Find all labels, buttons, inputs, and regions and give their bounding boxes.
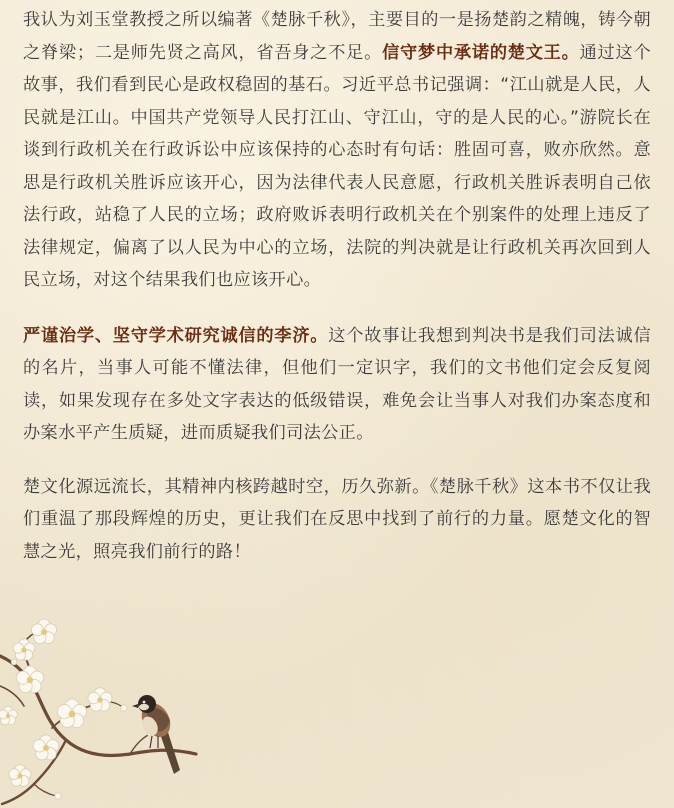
paragraph-2-body: 这个故事让我想到判决书是我们司法诚信的名片，当事人可能不懂法律，但他们一定识字，我们的文书他们定会反复阅读，如果发现存在多处文字表达的低级错误，难免会让当事人对我们办案态度和办案水平产生质疑，进而质疑我们司法公正。 <box>23 325 651 443</box>
article-body <box>23 4 651 591</box>
paragraph-2-heading-li-ji: 严谨治学、坚守学术研究诚信的李济。 <box>23 325 329 346</box>
plum-blossom-bird-icon <box>0 616 230 808</box>
paragraph-1 <box>23 4 651 297</box>
sparrow-icon <box>132 695 180 774</box>
paragraph-1-intro: 我认为刘玉堂教授之所以编著《楚脉千秋》，主要目的一是扬楚韵之精魄，铸今朝之脊梁；二是师先贤之高风，省吾身之不足。 <box>23 10 651 63</box>
paragraph-1-body: 通过这个故事，我们看到民心是政权稳固的基石。习近平总书记强调：“江山就是人民，人民就是江山。中国共产党领导人民打江山、守江山，守的是人民的心。”游院长在谈到行政机关在行政诉讼中应该保持的心态时有句话：胜固可喜，败亦欣然。意思是行政机关胜诉应该开心，因为法律代表人民意愿，行政机关胜诉表明自己依法行政，站稳了人民的立场；政府败诉表明行政机关在个别案件的处理上违反了法律规定，偏离了以人民为中心的立场，法院的判决就是让行政机关再次回到人民立场，对这个结果我们也应该开心。 <box>23 42 651 290</box>
paragraph-3 <box>23 471 651 569</box>
paragraph-2 <box>23 320 651 450</box>
paragraph-3-body: 楚文化源远流长，其精神内核跨越时空，历久弥新。《楚脉千秋》这本书不仅让我们重温了那段辉煌的历史，更让我们在反思中找到了前行的力量。愿楚文化的智慧之光，照亮我们前行的路！ <box>23 476 651 562</box>
paragraph-1-heading-chu-wen-wang: 信守梦中承诺的楚文王。 <box>382 42 580 63</box>
plum-blossoms-icon <box>0 619 153 799</box>
